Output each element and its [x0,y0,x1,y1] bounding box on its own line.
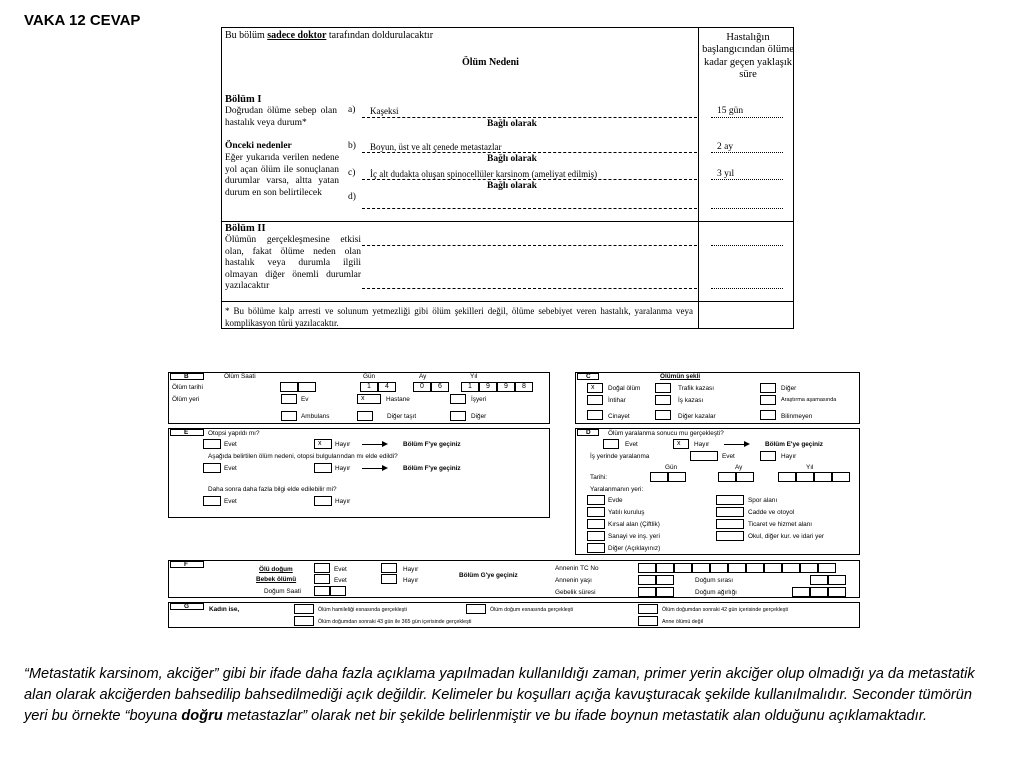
arrow-icon [362,444,386,445]
tc-digit-box[interactable] [764,563,782,573]
weight-box[interactable] [810,587,828,597]
option-label: Hastane [386,396,410,403]
bilinmeyen-checkbox[interactable] [760,410,776,420]
option-label: İntihar [608,397,626,404]
date-box[interactable] [650,472,668,482]
trafik-checkbox[interactable] [655,383,671,393]
question: Otopsi yapıldı mı? [208,430,260,437]
tc-digit-box[interactable] [728,563,746,573]
bagli-olarak: Bağlı olarak [487,181,537,191]
date-box[interactable] [668,472,686,482]
location-checkbox[interactable] [716,507,744,517]
goto-text: Bölüm F'ye geçiniz [403,441,461,448]
date-digit[interactable]: 1 [360,382,378,392]
time-box[interactable] [314,586,330,596]
bolum2-text: Ölümün gerçekleşmesine etkisi olan, fakat ölüme neden olan hastalık veya durumla ilgili olmayan diğer önemli durumlar yazılacaktır [225,235,361,292]
location-checkbox[interactable] [716,531,744,541]
hayir-checkbox[interactable] [381,563,397,573]
label: Ölü doğum [259,566,293,573]
hayir-checkbox[interactable] [381,574,397,584]
gebelik-box[interactable] [638,587,656,597]
label: Kadın ise, [209,606,240,613]
evet-checkbox[interactable] [203,463,221,473]
duration-value: 2 ay [717,142,734,152]
option-label: Evet [224,498,237,505]
tc-digit-box[interactable] [692,563,710,573]
option-checkbox[interactable] [466,604,486,614]
ev-checkbox[interactable] [281,394,297,404]
cause-text: Boyun, üst ve alt çenede metastazlar [370,142,502,152]
option-label: Ölüm hamileliği esnasında gerçekleşti [318,607,407,613]
option-label: Doğal ölüm [608,385,641,392]
option-label: Cinayet [608,413,630,420]
option-label: Hayır [335,465,351,472]
arrow-icon [362,468,386,469]
option-label: Okul, diğer kur. ve idari yer [748,533,825,540]
option-label: Diğer [781,385,797,392]
evet-checkbox[interactable] [314,574,330,584]
option-label: Spor alanı [748,497,778,504]
tc-digit-box[interactable] [656,563,674,573]
weight-box[interactable] [828,587,846,597]
date-digit[interactable]: 4 [378,382,396,392]
onceki-title: Önceki nedenler [225,141,292,151]
tc-digit-box[interactable] [800,563,818,573]
label: Gebelik süresi [555,589,596,596]
option-label: Diğer [471,413,487,420]
label: Doğum Saati [264,588,301,595]
question: Aşağıda belirtilen ölüm nedeni, otopsi bulgularından mı elde edildi? [208,453,398,460]
evet-checkbox[interactable] [203,439,221,449]
date-box[interactable] [778,472,796,482]
cause-text: Kaşeksi [370,106,399,116]
intihar-checkbox[interactable] [587,395,603,405]
duration-value: 3 yıl [717,169,735,179]
section-g [168,602,860,628]
cause-text: İç alt dudakta oluşan spinocellüler karsinom (ameliyat edilmiş) [370,169,598,179]
option-label: Anne ölümü değil [662,619,703,625]
question: Ölüm yaralanma sonucu mu gerçekleşti? [608,430,724,437]
line-letter: d) [348,192,356,202]
location-checkbox[interactable] [587,531,605,541]
option-label: Ev [301,396,309,403]
tc-digit-box[interactable] [674,563,692,573]
tc-digit-box[interactable] [782,563,800,573]
label: Annenin yaşı [555,577,592,584]
option-label: Diğer kazalar [678,413,716,420]
option-label: Ticaret ve hizmet alanı [748,521,813,528]
line-letter: c) [348,168,356,178]
date-digit[interactable]: 6 [431,382,449,392]
date-digit[interactable]: 1 [461,382,479,392]
label: Doğum sırası [695,577,734,584]
arastirma-checkbox[interactable] [760,395,776,405]
tc-digit-box[interactable] [746,563,764,573]
slide-title: VAKA 12 CEVAP [24,12,141,29]
option-label: Diğer (Açıklayınız) [608,545,661,552]
option-label: Ambulans [301,413,330,420]
label: Ölüm Saati [224,373,256,380]
evet-checkbox[interactable] [203,496,221,506]
option-label: Ölüm doğum esnasında gerçekleşti [490,607,574,613]
option-checkbox[interactable] [638,616,658,626]
label: Yıl [470,373,478,380]
location-checkbox[interactable] [587,495,605,505]
goto-text: Bölüm F'ye geçiniz [403,465,461,472]
arrow-icon [724,444,748,445]
form-intro: Bu bölüm sadece doktor tarafından doldurulacaktır [225,30,434,41]
duration-value: 15 gün [717,106,744,116]
option-label: Bilinmeyen [781,413,813,420]
line-letter: b) [348,141,356,151]
option-label: Evet [224,441,237,448]
hayir-checkbox[interactable] [314,463,332,473]
option-checkbox[interactable] [638,604,658,614]
section-label: G [184,603,189,610]
label: Ölüm yeri [172,396,200,403]
section-label: F [184,561,188,568]
age-box[interactable] [638,575,656,585]
tc-digit-box[interactable] [710,563,728,573]
explanation-paragraph: “Metastatik karsinom, akciğer” gibi bir ifade daha fazla açıklama yapılmadan kullanıldığı zaman, primer yerin akciğer olup olmadığı ya da metastatik alan olarak akciğerden bahsedilip bahsedilmediği açık değildir. Kelimeler bu koşulları açığa kavuşturacak şekilde kullanılmalıdır. Seconder tümörün yeri bu örnekte “boyuna doğru metastazlar” olarak net bir şekilde belirlenmiştir ve bu ifade boynun metastatik alan olduğunu açıklamaktadır. [24,666,975,724]
date-box[interactable] [736,472,754,482]
line-letter: a) [348,105,356,115]
goto-text: Bölüm G'ye geçiniz [459,572,518,579]
question: Daha sonra daha fazla bilgi elde edilebilir mi? [208,486,337,493]
section-title: Ölümün şekli [660,373,701,380]
option-label: Hayır [403,577,419,584]
date-digit[interactable]: 9 [497,382,515,392]
bolum1-title: Bölüm I [225,94,262,105]
option-label: Hayır [335,498,351,505]
option-label: Hayır [694,441,710,448]
section-label: B [184,373,189,380]
evet-checkbox[interactable] [690,451,718,461]
section-label: C [586,373,591,380]
option-label: İş kazası [678,397,704,404]
date-digit[interactable]: 9 [479,382,497,392]
option-label: Hayır [403,566,419,573]
label: Doğum ağırlığı [695,589,737,596]
option-label: Evet [625,441,638,448]
diger-kazalar-checkbox[interactable] [655,410,671,420]
option-label: Kırsal alan (Çiftlik) [608,521,660,528]
option-label: Cadde ve otoyol [748,509,795,516]
location-checkbox[interactable] [716,519,744,529]
onceki-text: Eğer yukarıda verilen nedene yol açan ölüm ile sonuçlanan durumlar varsa, altta yatan durum en son belirtilecek [225,153,339,198]
diger-checkbox[interactable] [450,411,466,421]
hayir-checkbox[interactable] [760,451,776,461]
option-label: Trafik kazası [678,385,714,392]
option-label: Evet [334,566,347,573]
option-checkbox[interactable] [294,604,314,614]
time-box[interactable] [330,586,346,596]
option-label: Hayır [335,441,351,448]
hayir-checkbox[interactable] [314,496,332,506]
hastane-checkbox[interactable]: x [357,394,381,404]
age-box[interactable] [656,575,674,585]
gebelik-box[interactable] [656,587,674,597]
option-label: Sanayi ve inş. yeri [608,533,660,540]
label: Ölüm tarihi [172,384,203,391]
hour-box[interactable] [298,382,316,392]
option-label: Evet [722,453,735,460]
evet-checkbox[interactable] [603,439,619,449]
option-label: Ölüm doğumdan sonraki 43 gün ile 365 gün içerisinde gerçekleşti [318,619,472,625]
isyeri-checkbox[interactable] [450,394,466,404]
option-label: Diğer taşıt [387,413,417,420]
bolum1-text: Doğrudan ölüme sebep olan hastalık veya durum* [225,106,337,128]
is-kazasi-checkbox[interactable] [655,395,671,405]
goto-text: Bölüm E'ye geçiniz [765,441,823,448]
date-box[interactable] [796,472,814,482]
location-checkbox[interactable] [587,507,605,517]
ambulans-checkbox[interactable] [281,411,297,421]
sira-box[interactable] [828,575,846,585]
diger-tasit-checkbox[interactable] [357,411,373,421]
label: Ay [735,464,743,471]
bagli-olarak: Bağlı olarak [487,119,537,129]
hayir-checkbox[interactable]: x [314,439,332,449]
dogal-checkbox[interactable]: x [587,383,603,393]
date-digit[interactable]: 0 [413,382,431,392]
label: Gün [363,373,376,380]
option-label: Hayır [781,453,797,460]
footnote: * Bu bölüme kalp arresti ve solunum yetmezliği gibi ölüm şekilleri değil, ölüme sebebiyet veren hastalık, yaralanma veya komplikasyon türü yazılacaktır. [225,306,693,328]
hayir-checkbox[interactable]: x [673,439,689,449]
label: Ay [419,373,427,380]
sira-box[interactable] [810,575,828,585]
option-label: Ölüm doğumdan sonraki 42 gün içerisinde gerçekleşti [662,607,789,613]
option-label: Araştırma aşamasında [781,397,837,403]
duration-header: Hastalığın başlangıcından ölüme kadar geçen yaklaşık süre [702,32,794,81]
option-label: İşyeri [471,396,487,403]
section-label: E [184,429,189,436]
label: İş yerinde yaralanma [590,453,650,460]
bagli-olarak: Bağlı olarak [487,154,537,164]
option-checkbox[interactable] [294,616,314,626]
label: Annenin TC No [555,565,599,572]
tc-digit-box[interactable] [818,563,836,573]
location-checkbox[interactable] [587,543,605,553]
date-box[interactable] [814,472,832,482]
tc-digit-box[interactable] [638,563,656,573]
label: Yaralanmanın yeri: [590,486,644,493]
column-header: Ölüm Nedeni [462,57,519,68]
location-checkbox[interactable] [716,495,744,505]
date-digit[interactable]: 8 [515,382,533,392]
option-label: Evde [608,497,623,504]
option-label: Evet [334,577,347,584]
date-box[interactable] [718,472,736,482]
label: Gün [665,464,678,471]
location-checkbox[interactable] [587,519,605,529]
label: Tarihi: [590,474,608,481]
label: Yıl [806,464,814,471]
diger-checkbox[interactable] [760,383,776,393]
option-label: Yatılı kuruluş [608,509,645,516]
hour-box[interactable] [280,382,298,392]
bolum2-title: Bölüm II [225,223,266,234]
label: Bebek ölümü [256,576,297,583]
evet-checkbox[interactable] [314,563,330,573]
weight-box[interactable] [792,587,810,597]
section-label: D [586,429,591,436]
cinayet-checkbox[interactable] [587,410,603,420]
option-label: Evet [224,465,237,472]
date-box[interactable] [832,472,850,482]
